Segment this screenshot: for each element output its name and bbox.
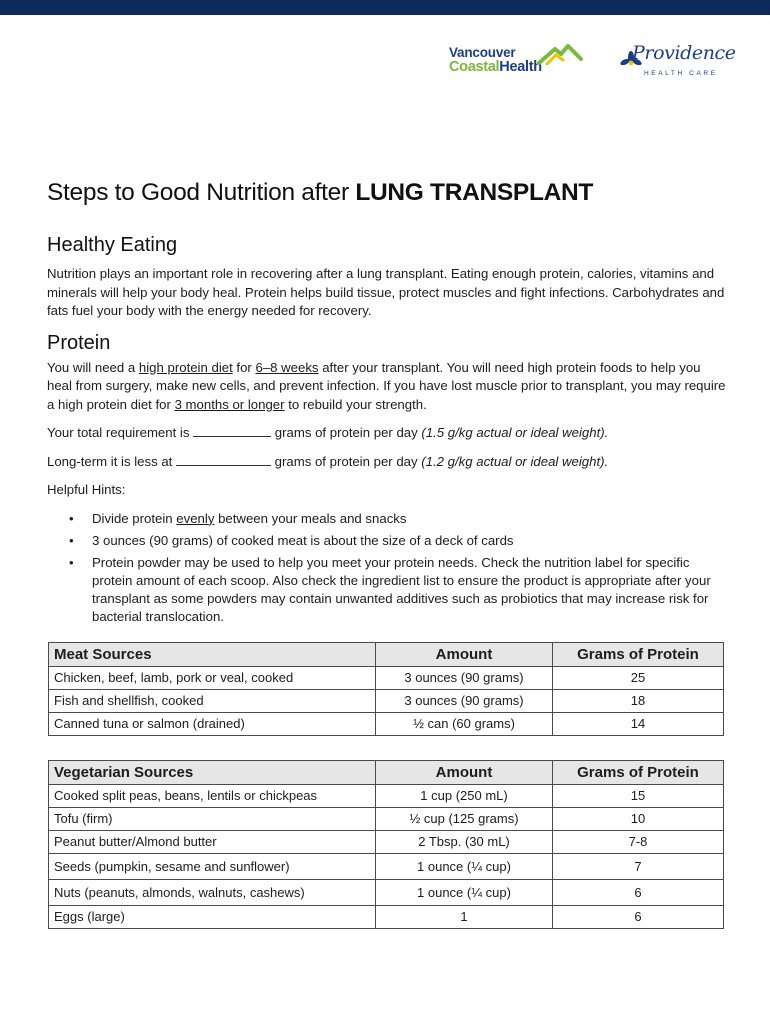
vegetarian-sources-table <box>48 760 724 929</box>
helpful-hints-label: Helpful Hints: <box>47 482 126 497</box>
protein-heading: Protein <box>47 331 111 354</box>
table-row: Peanut butter/Almond butter 2 Tbsp. (30 mL) 7-8 <box>49 830 724 853</box>
providence-logo-name: Providence <box>632 42 736 64</box>
top-banner <box>0 0 770 15</box>
healthy-eating-heading: Healthy Eating <box>47 234 178 256</box>
table-row: Eggs (large) 1 6 <box>49 905 724 928</box>
healthy-eating-text: Nutrition plays an important role in recovering after a lung transplant. Eating enough protein, calories, vitamins and minerals will help your body heal. Protein helps build tissue, protect muscles and fight infections. Carbohydrates and fats fuel your body with the energy needed for recovery. <box>47 266 725 318</box>
helpful-hints-list <box>47 510 727 626</box>
column-header: Meat Sources <box>49 642 376 666</box>
document-body <box>47 176 727 929</box>
long-term-blank[interactable] <box>176 454 271 466</box>
list-item: • 3 ounces (90 grams) of cooked meat is about the size of a deck of cards <box>69 532 514 548</box>
table-row: Chicken, beef, lamb, pork or veal, cooked 3 ounces (90 grams) 25 <box>49 666 724 689</box>
table-header-row <box>49 760 724 784</box>
long-term-line: Long-term it is less at grams of protein per day (1.2 g/kg actual or ideal weight). <box>47 453 609 469</box>
vch-logo <box>449 43 584 83</box>
page-title: Steps to Good Nutrition after LUNG TRANSPLANT <box>47 179 594 206</box>
total-requirement-blank[interactable] <box>193 425 271 437</box>
mountain-icon <box>537 43 583 65</box>
protein-intro: You will need a high protein diet for 6–8 weeks after your transplant. You will need high protein foods to help you heal from surgery, make new cells, and prevent infection. If you have lost muscle prior to transplant, you may require a high protein diet for 3 months or longer to rebuild your strength. <box>47 359 726 412</box>
list-item: • Protein powder may be used to help you meet your protein needs. Check the nutrition label for specific protein amount of each scoop. Also check the ingredient list to ensure the product is appropriate after your transplant as some powders may contain unwanted additives such as probiotics that may increase risk for bacterial translocation. <box>69 554 711 624</box>
table-row: Nuts (peanuts, almonds, walnuts, cashews) 1 ounce (¼ cup) 6 <box>49 879 724 905</box>
meat-sources-table <box>48 642 724 736</box>
column-header: Grams of Protein <box>553 642 724 666</box>
table-row: Seeds (pumpkin, sesame and sunflower) 1 ounce (¼ cup) 7 <box>49 853 724 879</box>
column-header: Amount <box>376 760 553 784</box>
providence-logo <box>620 42 736 84</box>
vch-logo-line1: Vancouver <box>449 45 516 60</box>
table-header-row <box>49 642 724 666</box>
column-header: Vegetarian Sources <box>49 760 376 784</box>
table-row: Canned tuna or salmon (drained) ½ can (60 grams) 14 <box>49 712 724 735</box>
column-header: Grams of Protein <box>553 760 724 784</box>
total-requirement-line: Your total requirement is grams of protein per day (1.5 g/kg actual or ideal weight). <box>47 425 609 440</box>
list-item: • Divide protein evenly between your meals and snacks <box>69 510 407 526</box>
vch-logo-line2: CoastalHealth <box>449 59 542 75</box>
table-row: Cooked split peas, beans, lentils or chickpeas 1 cup (250 mL) 15 <box>49 784 724 807</box>
vch-logo-text <box>449 45 542 75</box>
table-row: Fish and shellfish, cooked 3 ounces (90 grams) 18 <box>49 689 724 712</box>
providence-logo-subtitle: HEALTH CARE <box>644 70 718 77</box>
column-header: Amount <box>376 642 553 666</box>
table-row: Tofu (firm) ½ cup (125 grams) 10 <box>49 807 724 830</box>
